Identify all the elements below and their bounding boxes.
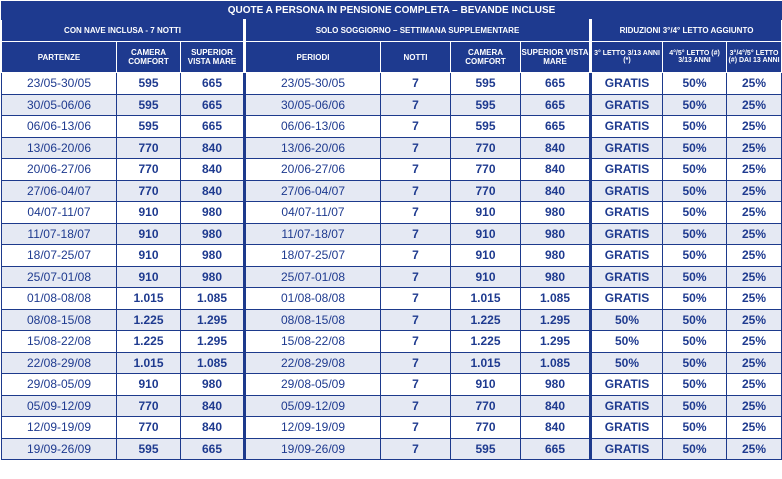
cell-superior-ss: 980: [521, 202, 591, 224]
cell-rid-45: 50%: [663, 137, 727, 159]
cell-rid-3: GRATIS: [591, 116, 663, 138]
cell-rid-45: 50%: [663, 288, 727, 310]
col-rid-345: 3°/4°/5° LETTO (#) DAI 13 ANNI: [727, 42, 782, 73]
table-row: [2, 417, 782, 439]
cell-partenza: 20/06-27/06: [2, 159, 117, 181]
cell-notti: 7: [381, 266, 451, 288]
cell-camera-comfort-ss: 770: [451, 417, 521, 439]
cell-superior: 840: [181, 159, 245, 181]
cell-superior: 665: [181, 94, 245, 116]
col-superior-2: SUPERIOR VISTA MARE: [521, 42, 591, 73]
cell-partenza: 01/08-08/08: [2, 288, 117, 310]
cell-camera-comfort-ss: 770: [451, 395, 521, 417]
table-row: [2, 223, 782, 245]
cell-rid-45: 50%: [663, 180, 727, 202]
cell-periodo: 04/07-11/07: [245, 202, 381, 224]
cell-superior: 1.085: [181, 288, 245, 310]
table-row: [2, 116, 782, 138]
table-row: [2, 352, 782, 374]
cell-superior-ss: 980: [521, 374, 591, 396]
cell-notti: 7: [381, 94, 451, 116]
cell-superior-ss: 1.295: [521, 331, 591, 353]
cell-rid-3: GRATIS: [591, 395, 663, 417]
cell-partenza: 08/08-15/08: [2, 309, 117, 331]
cell-camera-comfort-ss: 770: [451, 137, 521, 159]
cell-camera-comfort: 770: [117, 395, 181, 417]
cell-periodo: 25/07-01/08: [245, 266, 381, 288]
cell-rid-45: 50%: [663, 159, 727, 181]
table-row: [2, 395, 782, 417]
cell-superior: 665: [181, 438, 245, 460]
cell-rid-3: GRATIS: [591, 159, 663, 181]
cell-rid-45: 50%: [663, 374, 727, 396]
col-camera-comfort-1: CAMERA COMFORT: [117, 42, 181, 73]
cell-notti: 7: [381, 288, 451, 310]
cell-camera-comfort: 910: [117, 245, 181, 267]
cell-superior-ss: 665: [521, 116, 591, 138]
cell-partenza: 29/08-05/09: [2, 374, 117, 396]
cell-rid-345: 25%: [727, 94, 782, 116]
cell-camera-comfort: 1.225: [117, 309, 181, 331]
cell-periodo: 27/06-04/07: [245, 180, 381, 202]
cell-rid-345: 25%: [727, 374, 782, 396]
cell-superior-ss: 665: [521, 94, 591, 116]
col-rid-3: 3° LETTO 3/13 ANNI (*): [591, 42, 663, 73]
cell-rid-3: GRATIS: [591, 374, 663, 396]
col-notti: NOTTI: [381, 42, 451, 73]
table-row: [2, 245, 782, 267]
cell-camera-comfort-ss: 770: [451, 180, 521, 202]
cell-notti: 7: [381, 202, 451, 224]
cell-camera-comfort: 595: [117, 116, 181, 138]
cell-rid-3: 50%: [591, 331, 663, 353]
cell-periodo: 13/06-20/06: [245, 137, 381, 159]
cell-rid-345: 25%: [727, 180, 782, 202]
group-riduzioni: RIDUZIONI 3°/4° LETTO AGGIUNTO: [591, 20, 782, 42]
cell-partenza: 18/07-25/07: [2, 245, 117, 267]
cell-rid-45: 50%: [663, 116, 727, 138]
cell-rid-3: GRATIS: [591, 180, 663, 202]
cell-superior-ss: 980: [521, 266, 591, 288]
col-camera-comfort-2: CAMERA COMFORT: [451, 42, 521, 73]
cell-rid-345: 25%: [727, 266, 782, 288]
cell-rid-3: GRATIS: [591, 223, 663, 245]
cell-rid-45: 50%: [663, 438, 727, 460]
cell-superior-ss: 1.295: [521, 309, 591, 331]
cell-superior-ss: 840: [521, 137, 591, 159]
cell-periodo: 22/08-29/08: [245, 352, 381, 374]
cell-superior-ss: 980: [521, 245, 591, 267]
cell-superior: 980: [181, 245, 245, 267]
cell-rid-3: GRATIS: [591, 137, 663, 159]
cell-notti: 7: [381, 309, 451, 331]
cell-partenza: 22/08-29/08: [2, 352, 117, 374]
cell-camera-comfort-ss: 595: [451, 438, 521, 460]
cell-rid-3: GRATIS: [591, 202, 663, 224]
cell-rid-3: GRATIS: [591, 73, 663, 95]
table-row: [2, 73, 782, 95]
cell-partenza: 11/07-18/07: [2, 223, 117, 245]
table-row: [2, 309, 782, 331]
cell-partenza: 13/06-20/06: [2, 137, 117, 159]
cell-camera-comfort: 770: [117, 180, 181, 202]
cell-camera-comfort: 910: [117, 202, 181, 224]
cell-rid-345: 25%: [727, 417, 782, 439]
cell-camera-comfort: 910: [117, 266, 181, 288]
cell-camera-comfort: 770: [117, 137, 181, 159]
cell-rid-45: 50%: [663, 245, 727, 267]
cell-camera-comfort-ss: 1.225: [451, 309, 521, 331]
cell-notti: 7: [381, 245, 451, 267]
col-partenze: PARTENZE: [2, 42, 117, 73]
cell-periodo: 29/08-05/09: [245, 374, 381, 396]
cell-rid-345: 25%: [727, 331, 782, 353]
cell-camera-comfort: 770: [117, 159, 181, 181]
cell-periodo: 15/08-22/08: [245, 331, 381, 353]
cell-superior: 665: [181, 73, 245, 95]
cell-superior: 1.295: [181, 331, 245, 353]
group-soggiorno: SOLO SOGGIORNO – SETTIMANA SUPPLEMENTARE: [245, 20, 591, 42]
cell-camera-comfort: 910: [117, 223, 181, 245]
cell-camera-comfort: 1.225: [117, 331, 181, 353]
cell-superior: 980: [181, 202, 245, 224]
table-row: [2, 331, 782, 353]
cell-notti: 7: [381, 223, 451, 245]
cell-camera-comfort: 595: [117, 438, 181, 460]
cell-superior-ss: 840: [521, 417, 591, 439]
table-row: [2, 288, 782, 310]
group-nave: CON NAVE INCLUSA - 7 NOTTI: [2, 20, 245, 42]
cell-superior: 980: [181, 223, 245, 245]
cell-partenza: 06/06-13/06: [2, 116, 117, 138]
cell-rid-45: 50%: [663, 94, 727, 116]
cell-superior: 840: [181, 137, 245, 159]
cell-camera-comfort-ss: 1.225: [451, 331, 521, 353]
cell-camera-comfort-ss: 910: [451, 223, 521, 245]
cell-rid-345: 25%: [727, 202, 782, 224]
cell-superior: 840: [181, 417, 245, 439]
cell-camera-comfort: 595: [117, 73, 181, 95]
table-row: [2, 374, 782, 396]
price-table: [1, 1, 782, 460]
table-row: [2, 137, 782, 159]
cell-periodo: 01/08-08/08: [245, 288, 381, 310]
col-rid-45: 4°/5° LETTO (#) 3/13 ANNI: [663, 42, 727, 73]
cell-rid-345: 25%: [727, 159, 782, 181]
cell-partenza: 23/05-30/05: [2, 73, 117, 95]
cell-superior-ss: 1.085: [521, 352, 591, 374]
cell-camera-comfort: 595: [117, 94, 181, 116]
cell-periodo: 05/09-12/09: [245, 395, 381, 417]
cell-partenza: 30/05-06/06: [2, 94, 117, 116]
cell-superior: 840: [181, 180, 245, 202]
cell-camera-comfort-ss: 910: [451, 374, 521, 396]
table-row: [2, 438, 782, 460]
cell-rid-45: 50%: [663, 266, 727, 288]
cell-rid-45: 50%: [663, 309, 727, 331]
cell-rid-345: 25%: [727, 245, 782, 267]
cell-camera-comfort-ss: 910: [451, 202, 521, 224]
table-row: [2, 266, 782, 288]
cell-camera-comfort-ss: 1.015: [451, 352, 521, 374]
cell-superior-ss: 665: [521, 438, 591, 460]
cell-rid-345: 25%: [727, 137, 782, 159]
cell-notti: 7: [381, 180, 451, 202]
cell-rid-45: 50%: [663, 417, 727, 439]
cell-superior: 980: [181, 266, 245, 288]
cell-superior-ss: 1.085: [521, 288, 591, 310]
cell-notti: 7: [381, 438, 451, 460]
cell-camera-comfort: 910: [117, 374, 181, 396]
cell-periodo: 30/05-06/06: [245, 94, 381, 116]
cell-rid-45: 50%: [663, 352, 727, 374]
cell-rid-3: GRATIS: [591, 417, 663, 439]
cell-partenza: 05/09-12/09: [2, 395, 117, 417]
cell-superior-ss: 665: [521, 73, 591, 95]
cell-rid-345: 25%: [727, 352, 782, 374]
table-body: [2, 73, 782, 460]
cell-partenza: 27/06-04/07: [2, 180, 117, 202]
table-title: QUOTE A PERSONA IN PENSIONE COMPLETA – BEVANDE INCLUSE: [2, 2, 782, 20]
cell-rid-3: GRATIS: [591, 438, 663, 460]
cell-periodo: 19/09-26/09: [245, 438, 381, 460]
cell-rid-3: GRATIS: [591, 94, 663, 116]
cell-camera-comfort: 1.015: [117, 352, 181, 374]
cell-periodo: 06/06-13/06: [245, 116, 381, 138]
cell-notti: 7: [381, 352, 451, 374]
cell-superior-ss: 840: [521, 395, 591, 417]
cell-notti: 7: [381, 73, 451, 95]
cell-notti: 7: [381, 116, 451, 138]
cell-camera-comfort-ss: 1.015: [451, 288, 521, 310]
table-row: [2, 159, 782, 181]
cell-rid-345: 25%: [727, 223, 782, 245]
cell-notti: 7: [381, 137, 451, 159]
cell-periodo: 18/07-25/07: [245, 245, 381, 267]
cell-rid-45: 50%: [663, 223, 727, 245]
cell-rid-345: 25%: [727, 288, 782, 310]
cell-periodo: 08/08-15/08: [245, 309, 381, 331]
table-row: [2, 180, 782, 202]
cell-camera-comfort: 770: [117, 417, 181, 439]
table-row: [2, 202, 782, 224]
cell-notti: 7: [381, 331, 451, 353]
cell-periodo: 23/05-30/05: [245, 73, 381, 95]
cell-rid-345: 25%: [727, 73, 782, 95]
cell-rid-45: 50%: [663, 202, 727, 224]
cell-partenza: 04/07-11/07: [2, 202, 117, 224]
cell-rid-45: 50%: [663, 73, 727, 95]
cell-camera-comfort-ss: 595: [451, 94, 521, 116]
cell-camera-comfort-ss: 770: [451, 159, 521, 181]
cell-camera-comfort-ss: 910: [451, 266, 521, 288]
cell-superior: 1.295: [181, 309, 245, 331]
cell-rid-3: 50%: [591, 352, 663, 374]
cell-superior-ss: 980: [521, 223, 591, 245]
cell-rid-345: 25%: [727, 116, 782, 138]
cell-notti: 7: [381, 395, 451, 417]
cell-rid-45: 50%: [663, 331, 727, 353]
cell-periodo: 11/07-18/07: [245, 223, 381, 245]
cell-rid-345: 25%: [727, 395, 782, 417]
cell-partenza: 12/09-19/09: [2, 417, 117, 439]
cell-notti: 7: [381, 159, 451, 181]
cell-superior: 665: [181, 116, 245, 138]
cell-superior-ss: 840: [521, 159, 591, 181]
cell-rid-345: 25%: [727, 438, 782, 460]
cell-camera-comfort-ss: 910: [451, 245, 521, 267]
cell-rid-3: GRATIS: [591, 288, 663, 310]
cell-superior: 840: [181, 395, 245, 417]
cell-rid-3: GRATIS: [591, 245, 663, 267]
cell-rid-45: 50%: [663, 395, 727, 417]
cell-camera-comfort-ss: 595: [451, 73, 521, 95]
cell-periodo: 12/09-19/09: [245, 417, 381, 439]
cell-periodo: 20/06-27/06: [245, 159, 381, 181]
col-periodi: PERIODI: [245, 42, 381, 73]
cell-camera-comfort-ss: 595: [451, 116, 521, 138]
cell-partenza: 19/09-26/09: [2, 438, 117, 460]
cell-camera-comfort: 1.015: [117, 288, 181, 310]
cell-rid-345: 25%: [727, 309, 782, 331]
cell-partenza: 15/08-22/08: [2, 331, 117, 353]
col-superior-1: SUPERIOR VISTA MARE: [181, 42, 245, 73]
table-row: [2, 94, 782, 116]
cell-superior-ss: 840: [521, 180, 591, 202]
cell-notti: 7: [381, 417, 451, 439]
cell-partenza: 25/07-01/08: [2, 266, 117, 288]
cell-rid-3: 50%: [591, 309, 663, 331]
cell-notti: 7: [381, 374, 451, 396]
cell-superior: 1.085: [181, 352, 245, 374]
cell-superior: 980: [181, 374, 245, 396]
cell-rid-3: GRATIS: [591, 266, 663, 288]
